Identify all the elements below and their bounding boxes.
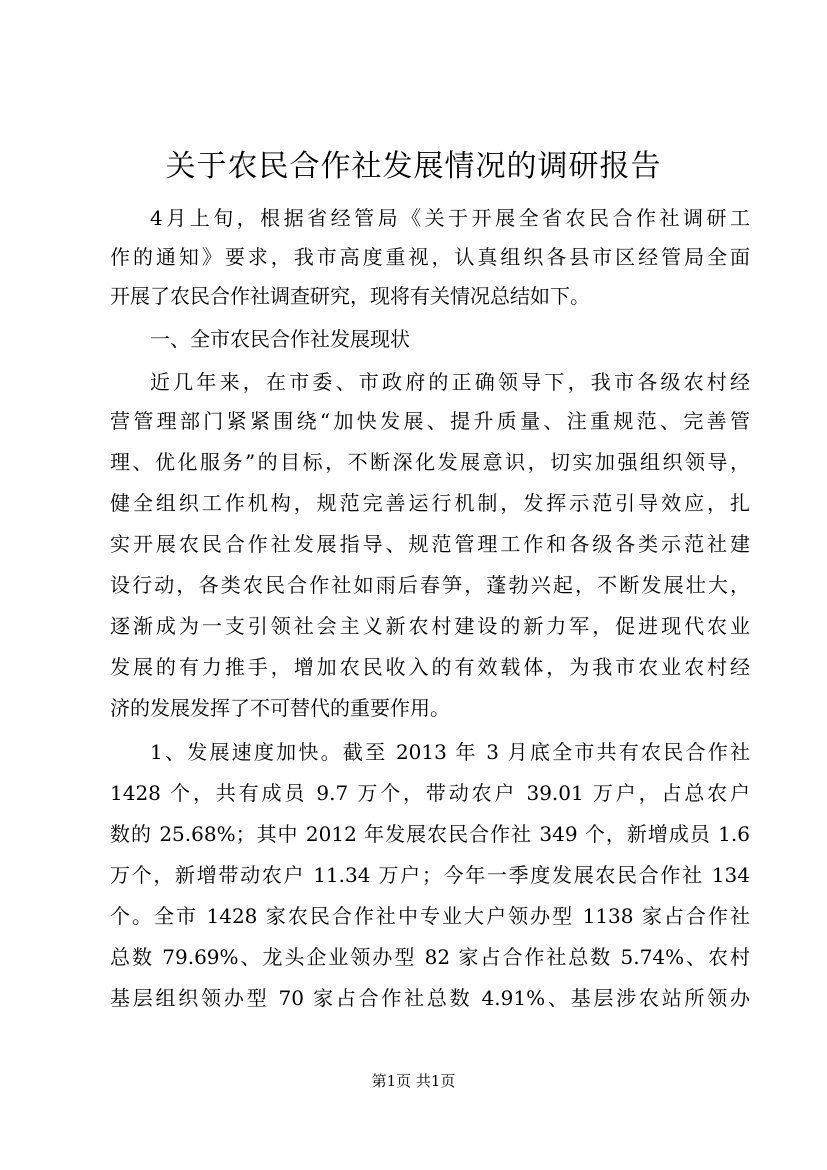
document-title: 关于农民合作社发展情况的调研报告 [165,149,662,184]
section-heading: 一、全市农民合作社发展现状 [150,327,410,351]
paragraph-line: 基层组织领办型 70 家占合作社总数 4.91%、基层涉农站所领办 [110,986,750,1010]
paragraph-line: 数的 25.68%；其中 2012 年发展农民合作社 349 个，新增成员 1.6 [110,822,750,846]
paragraph-line: 作的通知》要求，我市高度重视，认真组织各县市区经管局全面 [110,245,750,269]
paragraph-line: 1、发展速度加快。截至 2013 年 3 月底全市共有农民合作社 [150,740,750,764]
page-number: 第1页 共1页 [371,1072,456,1090]
paragraph-line: 4月上旬，根据省经管局《关于开展全省农民合作社调研工 [150,206,750,230]
paragraph-line: 发展的有力推手，增加农民收入的有效载体，为我市农业农村经 [110,655,750,679]
paragraph-line: 开展了农民合作社调查研究，现将有关情况总结如下。 [110,284,590,308]
paragraph-line: 1428 个，共有成员 9.7 万个，带动农户 39.01 万户，占总农户 [110,781,750,805]
paragraph-line: 总数 79.69%、龙头企业领办型 82 家占合作社总数 5.74%、农村 [110,945,750,969]
paragraph-line: 设行动，各类农民合作社如雨后春笋，蓬勃兴起，不断发展壮大， [110,573,750,597]
paragraph-line: 个。全市 1428 家农民合作社中专业大户领办型 1138 家占合作社 [110,904,750,928]
paragraph-line: 营管理部门紧紧围绕“加快发展、提升质量、注重规范、完善管 [110,409,750,433]
paragraph-line: 近几年来，在市委、市政府的正确领导下，我市各级农村经 [150,370,750,394]
paragraph-line: 实开展农民合作社发展指导、规范管理工作和各级各类示范社建 [110,532,750,556]
paragraph-line: 万个，新增带动农户 11.34 万户；今年一季度发展农民合作社 134 [110,863,750,887]
paragraph-line: 健全组织工作机构，规范完善运行机制，发挥示范引导效应，扎 [110,491,750,515]
paragraph-line: 济的发展发挥了不可替代的重要作用。 [110,696,450,720]
paragraph-line: 逐渐成为一支引领社会主义新农村建设的新力军，促进现代农业 [110,614,750,638]
paragraph-line: 理、优化服务”的目标，不断深化发展意识，切实加强组织领导， [110,450,750,474]
